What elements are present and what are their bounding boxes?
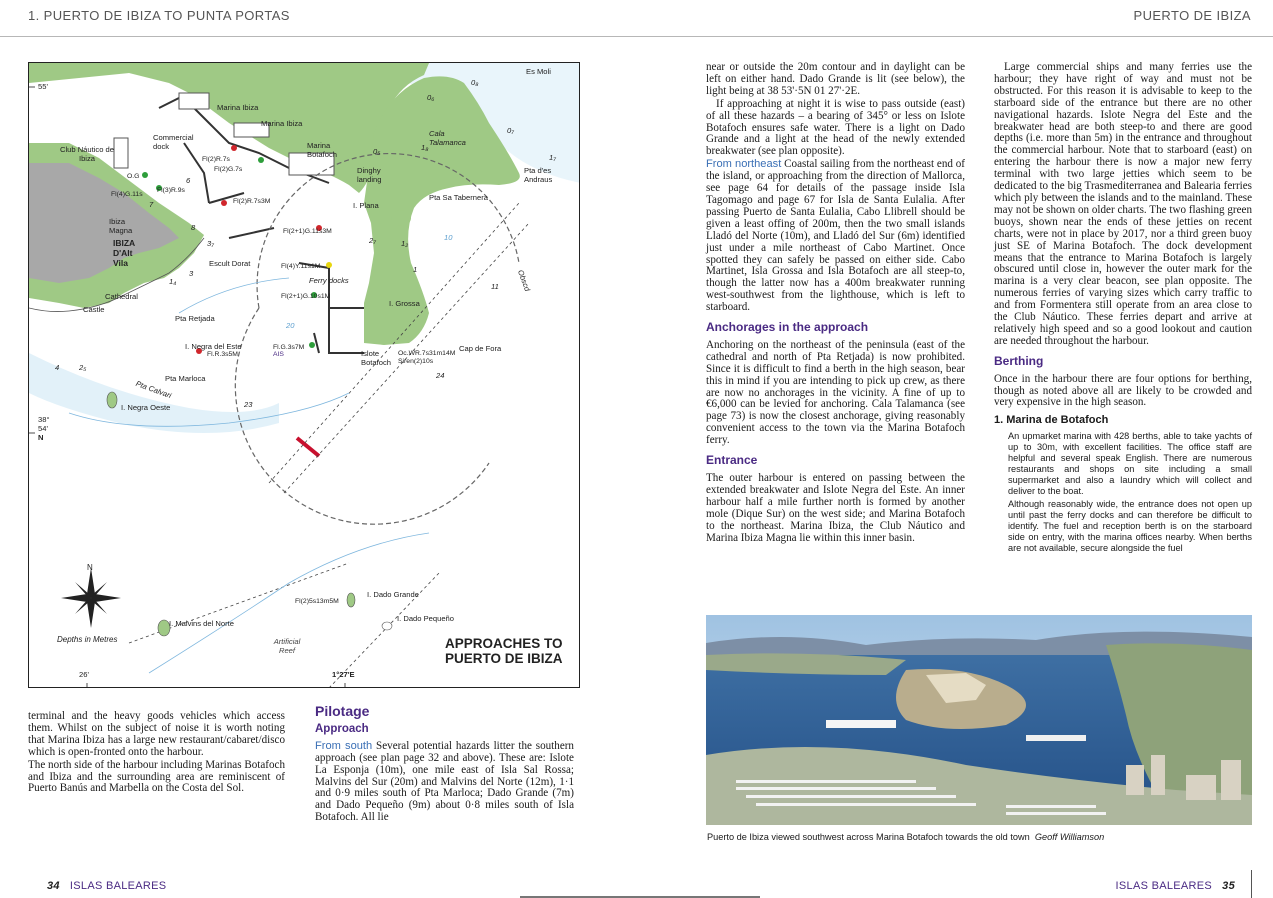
paragraph: Coastal sailing from the northeast end of the island, or approaching from the direction of Mallorca, see page 64 for details of the passage inside Isla Tagomago and page 67 for Isla de Santa Eulalia. After passing Puerto de Santa Eulalia, Cabo Llibrell should be given a least offing of 200m, then the two small islands Lladó del Norte (10m), and Lladó del Sur (6m) identified just under a mile northeast of Cabo Martinet. Once spotted they can safely be passed on either side. Cabo Martinet, Isla Grossa and Isla Botafoch are all steep-to, though the latter now has a 400m breakwater running west-southwest from the lighthouse, which is left to starboard. bbox=[706, 158, 966, 314]
depth-sounding: 2₇ bbox=[369, 236, 376, 245]
depth-sounding: 1₈ bbox=[421, 143, 429, 152]
paragraph: Anchoring on the northeast of the peninsula (east of the cathedral and north of Pta Retjada) is now prohibited. Since it is difficult to find a berth in the high season, bear this in mind if you are intending to pick up crew, as there are now no anchorages in the vicinity. A fine of up to €6,000 can be levied for anchoring. Cala Talamanca (see page 73) is now the closest anchorage, giving reasonably convenient access to the town via the Marina Botafoch ferry. bbox=[706, 338, 965, 447]
harbour-chart bbox=[28, 62, 580, 688]
footer-left-text: ISLAS BALEARES bbox=[69, 880, 167, 892]
depth-sounding: 10 bbox=[444, 233, 453, 242]
depth-sounding: 7 bbox=[149, 200, 154, 209]
depth-sounding: 3 bbox=[189, 269, 194, 278]
label-siren: Siren(2)10s bbox=[398, 358, 434, 365]
label-i-grossa: I. Grossa bbox=[389, 299, 420, 308]
label-fl21g10s: Fl(2+1)G.10s1M bbox=[281, 293, 331, 300]
lead-from-south: From south bbox=[315, 739, 373, 752]
footer-right-text: ISLAS BALEARES bbox=[1115, 880, 1213, 892]
label-club-nautico: Club Náutico de Ibiza bbox=[59, 145, 115, 163]
harbour-photo-image bbox=[706, 615, 1252, 825]
depth-sounding: 11 bbox=[491, 282, 499, 291]
depth-sounding: 6 bbox=[186, 176, 191, 185]
label-pta-sa-tabernera: Pta Sa Tabernera bbox=[429, 193, 488, 202]
label-fl3r: Fl(3)R.9s bbox=[157, 187, 185, 194]
label-fl2g7s: Fl(2)G.7s bbox=[214, 166, 243, 173]
label-obscd: Obscd bbox=[515, 268, 532, 293]
paragraph: Several potential hazards litter the southern approach (see plan page 32 and above). These are: Islote La Esponja (10m), one mile east of Isla Sal Rossa; Malvins del Sur (20m) and Malvins del Norte (12m), 1·1 and 0·9 miles south of Pta Marloca; Dado Grande (7m) and Dado Pequeño (9m) about 0·8 miles south of Isla Botafoch. All lie bbox=[315, 739, 574, 824]
label-ibiza-dalt-vila: IBIZA D'Alt Vila bbox=[113, 238, 135, 268]
label-pta-calvari: Pta Calvari bbox=[134, 378, 173, 401]
heading-marina-botafoch: 1. Marina de Botafoch bbox=[994, 414, 1109, 427]
photo-caption bbox=[707, 832, 1104, 842]
label-ais: AIS bbox=[273, 351, 284, 358]
text-column-4 bbox=[994, 62, 1252, 555]
label-i-plana: I. Plana bbox=[353, 201, 379, 210]
header-rule bbox=[0, 36, 1273, 37]
label-fl21g: Fl(2+1)G.11s3M bbox=[283, 228, 332, 235]
depth-sounding: 2₅ bbox=[79, 363, 87, 372]
paragraph: terminal and the heavy goods vehicles which access them. Whilst on the subject of noise it is worth noting that Marina Ibiza has a large new restaurant/cabaret/disco which is open-fronted onto the harbour. bbox=[28, 710, 285, 758]
label-pta-marloca: Pta Marloca bbox=[165, 374, 206, 383]
chart-title-line2: PUERTO DE IBIZA bbox=[445, 651, 563, 666]
label-cathedral: Cathedral bbox=[105, 292, 138, 301]
label-fl2-5s13m5m: Fl(2)5s13m5M bbox=[295, 598, 339, 605]
lat-label-n: N bbox=[38, 433, 44, 442]
heading-anchorages: Anchorages in the approach bbox=[706, 320, 869, 335]
label-pta-retjada: Pta Retjada bbox=[175, 314, 215, 323]
label-i-dado-grande: I. Dado Grande bbox=[367, 590, 419, 599]
paragraph: Large commercial ships and many ferries use the harbour; they have right of way and must not be obstructed. For this reason it is advisable to keep to the starboard side of the entrance but there are no other navigational hazards. Islote Negra del Este and the breakwater head are both steep-to and there are good depths (i.e. more than 5m) in the entrance and throughout the commercial harbour. Note that to starboard (east) on entering the harbour there is now a major new ferry terminal with two large jetties which seem to be dedicated to the big Trasmediterranea and Balearia ferries which ply between the islands and to the mainland. These may not be shown on older charts. The two flashing green buoys, shown near the ends of these jetties on recent charts, were not in place by 2017, nor a third green buoy just SE of Marina Botafoch. The dock development means that the entrance to Marina Botafoch is largely obscured until close in, however the outer mark for the marina is a very clear beacon, see plan opposite. The numerous ferries of varying sizes which carry traffic to and from Formentera still operate from an area close to the Club Náutico. These ferries depart and arrive at relatively high speed and so a good lookout and caution are needed throughout the harbour. bbox=[994, 61, 1252, 347]
heading-pilotage: Pilotage bbox=[315, 703, 370, 719]
label-fl2r7s3m: Fl(2)R.7s3M bbox=[233, 198, 271, 205]
depth-sounding: 0₈ bbox=[471, 78, 479, 87]
heading-approach: Approach bbox=[315, 722, 369, 735]
label-fl4y: Fl(4)Y.11s1M bbox=[281, 263, 321, 270]
label-cala-talamanca: Cala Talamanca bbox=[429, 129, 466, 147]
depth-sounding: 4 bbox=[55, 363, 60, 372]
running-head-left: 1. PUERTO DE IBIZA TO PUNTA PORTAS bbox=[28, 8, 290, 23]
depth-sounding: 3₇ bbox=[207, 239, 214, 248]
label-i-negra-oeste: I. Negra Oeste bbox=[121, 403, 171, 412]
depth-sounding: 8 bbox=[191, 223, 196, 232]
text-column-3 bbox=[706, 62, 965, 545]
label-oc-wr: Oc.WR.7s31m14M bbox=[398, 350, 456, 357]
depth-sounding: 24 bbox=[436, 371, 445, 380]
label-cap-de-fora: Cap de Fora bbox=[459, 344, 502, 353]
label-fl2r7s: Fl(2)R.7s bbox=[202, 156, 230, 163]
caption-text: Puerto de Ibiza viewed southwest across Marina Botafoch towards the old town bbox=[707, 832, 1030, 842]
label-ferry-docks: Ferry docks bbox=[309, 276, 349, 285]
label-fl4g: Fl(4)G.11s bbox=[111, 191, 143, 198]
depth-sounding: 0₇ bbox=[507, 126, 514, 135]
lon-label-26: 26' bbox=[79, 670, 89, 679]
label-ibiza-magna: Ibiza Magna bbox=[109, 217, 133, 235]
depth-sounding: 0₆ bbox=[427, 93, 435, 102]
label-i-negra-del-este: I. Negra del Este bbox=[185, 342, 242, 351]
depth-sounding: 1₄ bbox=[169, 277, 177, 286]
photo-credit: Geoff Williamson bbox=[1034, 832, 1105, 842]
label-dinghy-landing: Dinghy landing bbox=[357, 166, 382, 184]
depth-sounding: 20 bbox=[286, 321, 295, 330]
lat-label-54: 54' bbox=[38, 424, 48, 433]
harbour-photo bbox=[706, 615, 1252, 825]
paragraph: The outer harbour is entered on passing between the extended breakwater and Islote Negra del Este. An inner harbour half a mile further north is formed by another mole (Dique Sur) on the west side; and Marina Botafoch to the northeast. Marina Ibiza, the Club Náutico and Marina Ibiza Magna lie within this inner basin. bbox=[706, 472, 965, 544]
label-fl-g-3s7m: Fl.G.3s7M bbox=[273, 344, 305, 351]
paragraph: An upmarket marina with 428 berths, able to take yachts of up to 30m, with excellent facilities. The office staff are helpful and several speak English. There are numerous restaurants and shops on site including a small supermarket and also a laundry which will collect and deliver to the boat. bbox=[1008, 431, 1252, 497]
label-marina-botafoch: Marina Botafoch bbox=[307, 141, 337, 159]
text-column-1 bbox=[28, 711, 285, 796]
depth-sounding: 1₂ bbox=[401, 239, 409, 248]
label-marina-ibiza-2: Marina Ibiza bbox=[261, 119, 303, 128]
lat-label-38: 38° bbox=[38, 415, 50, 424]
label-i-malvins-del-norte: I. Malvins del Norte bbox=[169, 619, 234, 628]
label-es-moli: Es Moli bbox=[526, 67, 551, 76]
label-i-dado-pequeno: I. Dado Pequeño bbox=[397, 614, 454, 623]
paragraph: Although reasonably wide, the entrance does not open up until past the ferry docks and can therefore be difficult to identify. The fuel and reception berth is on the starboard side on entry, with the marina offices nearby. When berths are not available, secure alongside the fuel bbox=[1008, 499, 1252, 554]
paragraph: The north side of the harbour including Marinas Botafoch and Ibiza and the surrounding area are reminiscent of Puerto Banús and Marbella on the Costa del Sol. bbox=[28, 758, 285, 795]
page-number-left: 34 bbox=[47, 880, 60, 892]
label-castle: Castle bbox=[83, 305, 105, 314]
chart-title-line1: APPROACHES TO bbox=[445, 636, 563, 651]
label-commercial-dock: Commercial dock bbox=[153, 133, 194, 151]
heading-entrance: Entrance bbox=[706, 453, 758, 468]
label-fl-r-3s5m: Fl.R.3s5M bbox=[207, 351, 238, 358]
depth-sounding: 23 bbox=[244, 400, 253, 409]
depth-sounding: 0₅ bbox=[373, 147, 381, 156]
label-og: O.G bbox=[127, 173, 140, 180]
label-escult-dorat: Escult Dorat bbox=[209, 259, 251, 268]
label-pta-des-andraus: Pta d'es Andraus bbox=[524, 166, 553, 184]
lat-label-55: 55' bbox=[38, 82, 48, 91]
paragraph: Once in the harbour there are four options for berthing, though as noted above all are likely to be crowded and very expensive in the high season. bbox=[994, 372, 1252, 409]
paragraph: If approaching at night it is wise to pass outside (east) of all these hazards – a bearing of 345° or less on Islote Botafoch ensures safe water. There is a light on Dado Grande and a light at the head of the newly extended breakwater (see plan opposite). bbox=[706, 97, 965, 158]
page-edge-mark bbox=[1251, 870, 1252, 898]
label-artificial-reef: Artificial Reef bbox=[273, 637, 301, 655]
label-islote-botafoch: Islote Botafoch bbox=[361, 349, 391, 367]
depth-sounding: 1 bbox=[413, 265, 418, 274]
text-column-2 bbox=[315, 702, 574, 825]
depth-sounding: 1₇ bbox=[549, 153, 556, 162]
depths-note: Depths in Metres bbox=[57, 635, 118, 644]
paragraph: near or outside the 20m contour and in daylight can be left on either hand. Dado Grande is lit (see below), the light being at 38 53'·5N 01 27'·2E. bbox=[706, 61, 965, 97]
footer-right bbox=[1116, 880, 1235, 892]
compass-n-label: N bbox=[87, 563, 93, 572]
heading-berthing: Berthing bbox=[994, 353, 1044, 368]
footer-left bbox=[47, 880, 166, 892]
label-marina-ibiza-1: Marina Ibiza bbox=[217, 103, 259, 112]
page-number-right: 35 bbox=[1222, 880, 1235, 892]
lon-label-127: 1°27'E bbox=[332, 670, 355, 679]
lead-from-northeast: From northeast bbox=[706, 158, 782, 171]
running-head-right: PUERTO DE IBIZA bbox=[1133, 8, 1251, 23]
